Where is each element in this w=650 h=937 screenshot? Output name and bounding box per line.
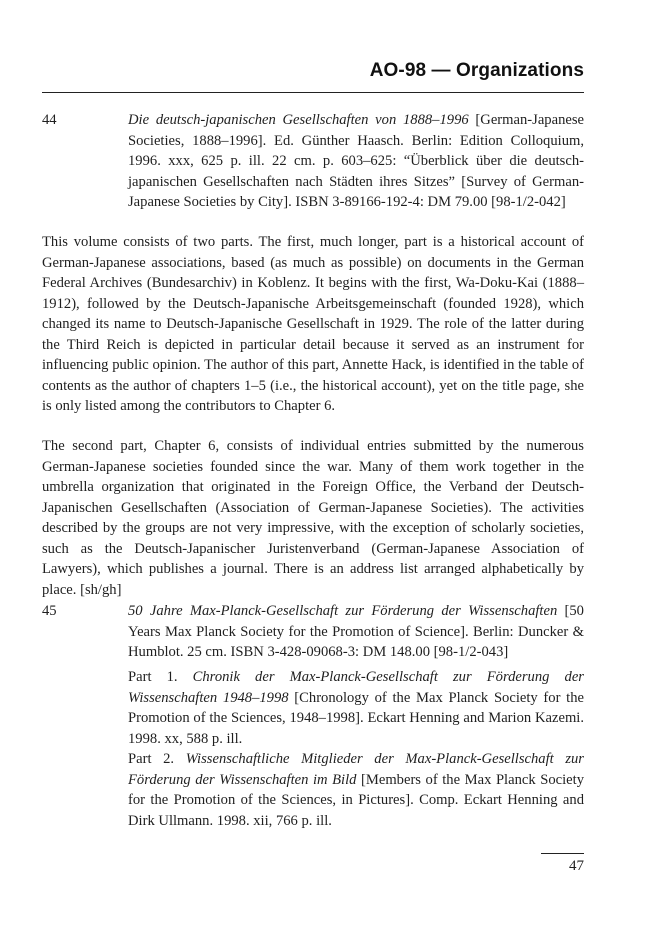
entry-45-part-1 bbox=[128, 667, 584, 749]
running-header bbox=[42, 60, 584, 93]
entry-title: Die deutsch-japanischen Gesellschaften von 1888–1996 bbox=[128, 112, 469, 128]
part-label: Part 1. bbox=[128, 669, 193, 685]
entry-citation bbox=[128, 601, 584, 663]
entry-title: 50 Jahre Max-Planck-Gesellschaft zur Förderung der Wissenschaften bbox=[128, 603, 558, 619]
entry-citation bbox=[128, 110, 584, 213]
part-label: Part 2. bbox=[128, 751, 186, 767]
entry-45 bbox=[42, 601, 584, 663]
header-title: AO-98 — Organizations bbox=[369, 60, 584, 81]
review-paragraph-1: This volume consists of two parts. The first, much longer, part is a historical account of German-Japanese associations, based (as much as possible) on documents in the German Federal Archives (Bundesarchiv) in Koblenz. It begins with the first, Wa-Doku-Kai (1888–1912), followed by the Deutsch-Japanische Arbeitsgemeinschaft (founded 1928), which changed its name to Deutsch-Japanische Gesellschaft in 1929. The role of the latter during the Third Reich is depicted in particular detail because it served as an instrument for influencing public opinion. The author of this part, Annette Hack, is identified in the table of contents as the author of chapters 1–5 (i.e., the historical account), yet on the title page, she is only listed among the contributors to Chapter 6. bbox=[42, 234, 584, 414]
entry-45-part-2 bbox=[128, 749, 584, 831]
part-title: Chronik der Max-Planck-Gesellschaft zur Förderung der Wissenschaften 1948–1998 bbox=[128, 669, 584, 706]
page-number: 47 bbox=[569, 858, 584, 874]
part-citation: [Chronology of the Max Planck Society for the Promotion of the Sciences, 1948–1998]. Eckart Henning and Marion Kazemi. 1998. xx, 588 p. ill. bbox=[128, 689, 584, 747]
review-paragraph-2: The second part, Chapter 6, consists of individual entries submitted by the numerous German-Japanese societies founded since the war. Many of them work together in the umbrella organization that originated in the Foreign Office, the Verband der Deutsch-Japanischen Gesellschaften (Association of German-Japanese Societies). The activities described by the groups are not very impressive, with the exception of scholarly societies, such as the Deutsch-Japanischer Juristenverband (German-Japanese Association of Lawyers), which publishes a journal. There is an address list arranged alphabetically by place. [sh/gh] bbox=[42, 438, 584, 598]
entry-number: 45 bbox=[42, 603, 57, 619]
entry-citation-text: [German-Japanese Societies, 1888–1996]. Ed. Günther Haasch. Berlin: Edition Colloquium, 1996. xxx, 625 p. ill. 22 cm. p. 603–625: “Überblick über die deutsch-japanischen Gesellschaften nach Städten ihres Sitzes” [Survey of German-Japanese Societies by City]. ISBN 3-89166-192-4: DM 79.00 [98-1/2-042] bbox=[128, 112, 584, 210]
footer-rule bbox=[541, 853, 584, 854]
entry-number: 44 bbox=[42, 112, 57, 128]
entry-44 bbox=[42, 110, 584, 213]
entry-citation-text: [50 Years Max Planck Society for the Promotion of Science]. Berlin: Duncker & Humblot. 25 cm. ISBN 3-428-09068-3: DM 148.00 [98-1/2-043] bbox=[128, 603, 584, 660]
part-title: Wissenschaftliche Mitglieder der Max-Planck-Gesellschaft zur Förderung der Wissenschaften im Bild bbox=[128, 751, 584, 788]
part-citation: [Members of the Max Planck Society for the Promotion of the Sciences, in Pictures]. Comp. Eckart Henning and Dirk Ullmann. 1998. xii, 766 p. ill. bbox=[128, 771, 584, 829]
